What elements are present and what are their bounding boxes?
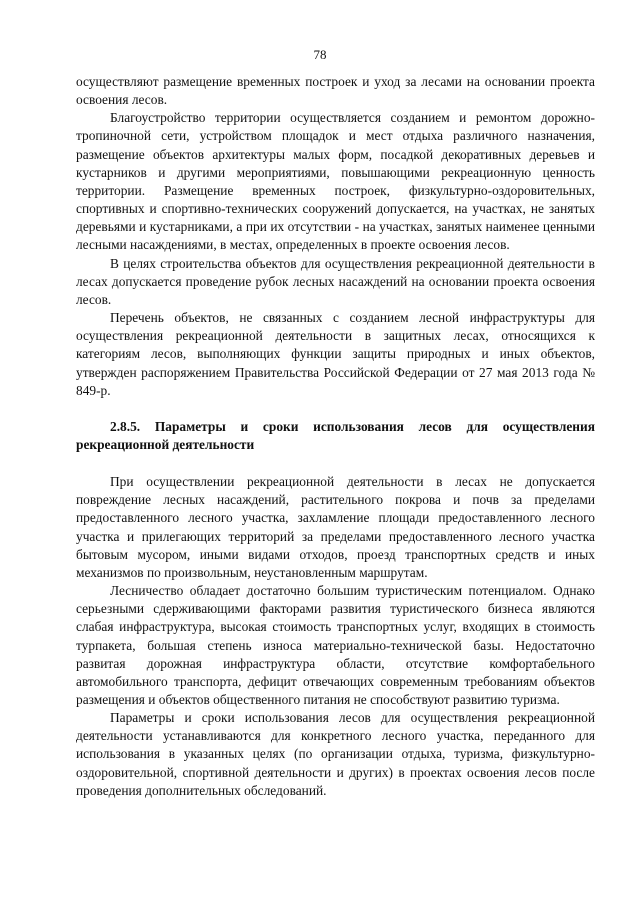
paragraph-objects-list: Перечень объектов, не связанных с созданием лесной инфраструктуры для осуществления рекреационной деятельности в защитных лесах, относящихся к категориям лесов, выполняющих функции защиты природных и иных объектов, утвержден распоряжением Правительства Российской Федерации от 27 мая 2013 года № 849-р. [76,310,595,398]
paragraph-improvement: Благоустройство территории осуществляется созданием и ремонтом дорожно-тропиночной сети, устройством площадок и мест отдыха различного назначения, размещение объектов архитектуры малых форм, посадкой декоративных деревьев и кустарников и другими мероприятиями, повышающими рекреационную ценность территории. Размещение временных построек, физкультурно-оздоровительных, спортивных и спортивно-технических сооружений допускается, на участках, не занятых деревьями и кустарниками, а при их отсутствии - на участках, занятых наименее ценными лесными насаждениями, в местах, определенных в проекте освоения лесов. [76,110,595,253]
paragraph-continuation: осуществляют размещение временных построек и уход за лесами на основании проекта освоения лесов. [76,74,595,108]
section-heading: 2.8.5. Параметры и сроки использования лесов для осуществления рекреационной деятельности [76,418,595,452]
paragraph-construction: В целях строительства объектов для осуществления рекреационной деятельности в лесах допускается проведение рубок лесных насаждений на основании проекта освоения лесов. [76,255,595,307]
paragraph-parameters: Параметры и сроки использования лесов для осуществления рекреационной деятельности устанавливаются для конкретного лесного участка, переданного для использования в указанных целях (по организации отдыха, туризма, физкультурно-оздоровительной, спортивной деятельности и других) в проектах освоения лесов после проведения дополнительных обследований. [76,710,595,798]
paragraph-restrictions: При осуществлении рекреационной деятельности в лесах не допускается повреждение лесных насаждений, растительного покрова и почв за пределами предоставленного лесного участка, захламление площади предоставленного лесного участка и прилегающих территорий за пределами предоставленного лесного участка бытовым мусором, иными видами отходов, проезд транспортных средств и иных механизмов по произвольным, неустановленным маршрутам. [76,474,595,580]
paragraph-tourism-potential: Лесничество обладает достаточно большим туристическим потенциалом. Однако серьезными сдерживающими факторами развития туристического бизнеса являются слабая инфраструктура, высокая стоимость транспортных услуг, входящих в стоимость турпакета, большая степень износа материально-технической базы. Недостаточно развитая дорожная инфраструктура области, отсутствие комфортабельного автомобильного транспорта, дефицит отвечающих современным требованиям объектов размещения и объектов общественного питания не способствуют развитию туризма. [76,583,595,707]
page-body [76,73,595,800]
page-number: 78 [313,47,327,62]
